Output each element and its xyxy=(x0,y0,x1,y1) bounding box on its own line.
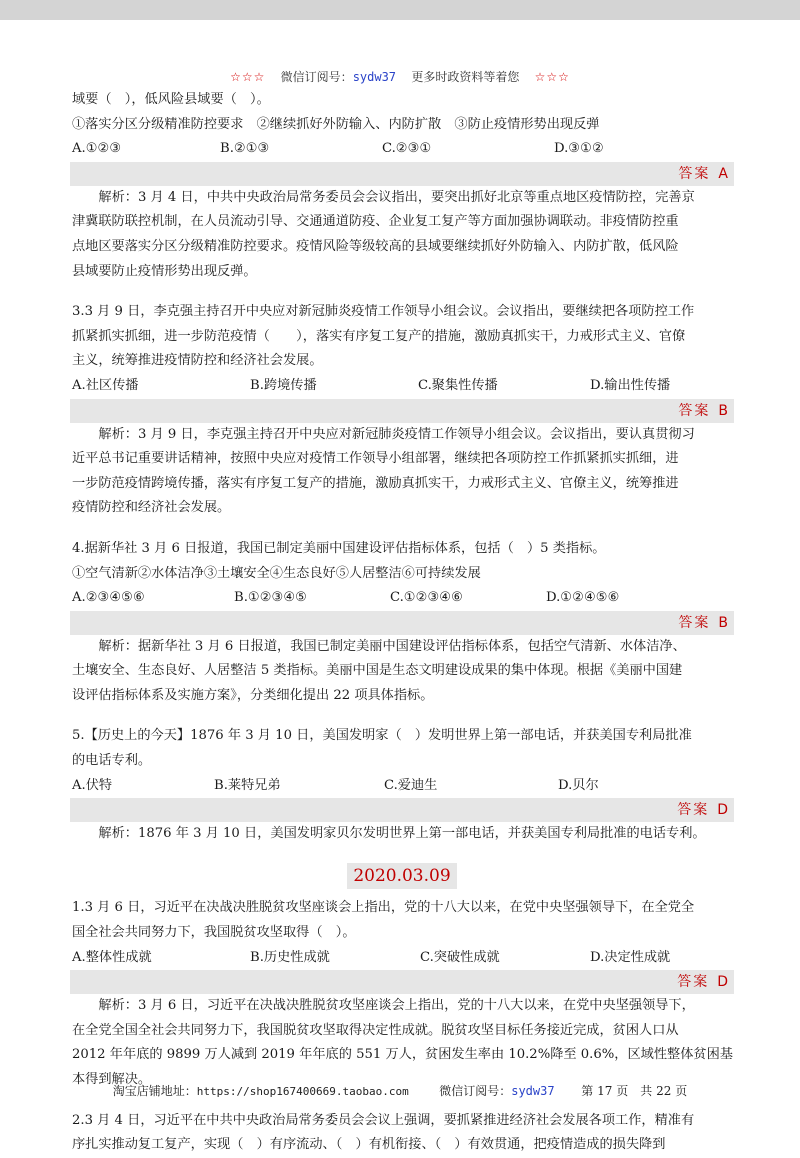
analysis-line: 点地区要落实分区分级精准防控要求。疫情风险等级较高的县域要继续抓好外防输入、内防扩散，低风险 xyxy=(72,238,679,254)
option-c: C.爱迪生 xyxy=(384,777,438,793)
answer-label: 答案 xyxy=(677,802,710,819)
section2-question-2 xyxy=(72,1109,732,1158)
option-b: B.跨境传播 xyxy=(250,377,317,393)
header-stars-right: ☆☆☆ xyxy=(534,70,570,84)
option-d: D.输出性传播 xyxy=(590,377,671,393)
analysis-line: 解析：3 月 9 日，李克强主持召开中央应对新冠肺炎疫情工作领导小组会议。会议指出，要认真贯彻习 xyxy=(98,426,695,442)
option-a: A.①②③ xyxy=(72,141,122,157)
section2-question-1 xyxy=(72,896,732,1092)
question-stem-line: 序扎实推动复工复产，实现（ ）有序流动、（ ）有机衔接、（ ）有效贯通，把疫情造成的损失降到 xyxy=(72,1137,666,1153)
answer-value: D xyxy=(717,974,728,991)
analysis-line: 解析：3 月 6 日，习近平在决战决胜脱贫攻坚座谈会上指出，党的十八大以来，在党中央坚强领导下， xyxy=(98,998,695,1014)
analysis-line: 疫情防控和经济社会发展。 xyxy=(72,500,231,516)
answer-label: 答案 xyxy=(678,165,711,182)
section-date xyxy=(72,863,732,891)
question-3 xyxy=(72,300,732,521)
option-d: D.①②④⑤⑥ xyxy=(546,590,620,606)
header-tagline: 更多时政资料等着您 xyxy=(411,70,520,84)
analysis-line: 解析：3 月 4 日，中共中央政治局常务委员会会议指出，要突出抓好北京等重点地区疫情防控，完善京 xyxy=(98,189,695,205)
option-a: A.社区传播 xyxy=(72,377,139,393)
question-stem-line: 1.3 月 6 日，习近平在决战决胜脱贫攻坚座谈会上指出，党的十八大以来，在党中央坚强领导下，在全党全 xyxy=(72,900,695,916)
question-5 xyxy=(72,724,732,846)
option-c: C.突破性成就 xyxy=(420,949,500,965)
analysis-line: 津冀联防联控机制，在人员流动引导、交通通道防疫、企业复工复产等方面加强协调联动。非疫情防控重 xyxy=(72,214,679,230)
question-stem-line: 3.3 月 9 日，李克强主持召开中央应对新冠肺炎疫情工作领导小组会议。会议指出，要继续把各项防控工作 xyxy=(72,304,695,320)
footer-wechat-id: sydw37 xyxy=(511,1084,555,1098)
footer-page-prefix: 第 xyxy=(581,1084,594,1098)
option-d: D.决定性成就 xyxy=(590,949,671,965)
answer-label: 答案 xyxy=(678,614,711,631)
question-stem-line: 4.据新华社 3 月 6 日报道，我国已制定美丽中国建设评估指标体系，包括（ ）5 类指标。 xyxy=(72,540,606,556)
option-c: C.②③① xyxy=(382,141,432,157)
section-date-label: 2020.03.09 xyxy=(347,863,456,889)
option-b: B.②①③ xyxy=(220,141,270,157)
answer-bar xyxy=(70,611,734,635)
analysis-line: 设评估指标体系及实施方案》，分类细化提出 22 项具体指标。 xyxy=(72,687,434,703)
answer-value: A xyxy=(718,165,728,182)
option-a: A.整体性成就 xyxy=(72,949,152,965)
viewer-top-bar xyxy=(0,0,800,20)
options-row xyxy=(72,586,732,611)
footer-page-number: 17 xyxy=(597,1084,613,1098)
analysis-line: 近平总书记重要讲话精神，按照中央应对疫情工作领导小组部署，继续把各项防控工作抓紧抓实抓细，进 xyxy=(72,451,679,467)
option-d: D.③①② xyxy=(554,141,604,157)
options-row xyxy=(72,137,732,162)
answer-value: B xyxy=(718,614,728,631)
options-row xyxy=(72,946,732,971)
option-a: A.②③④⑤⑥ xyxy=(72,590,145,606)
question-2-tail xyxy=(72,88,732,284)
question-stem-line: 的电话专利。 xyxy=(72,753,152,769)
analysis-line: 本得到解决。 xyxy=(72,1072,152,1087)
answer-bar xyxy=(70,162,734,186)
footer-page-mid: 页 共 xyxy=(616,1084,653,1098)
footer-page-suffix: 页 xyxy=(675,1084,688,1098)
question-items: ①落实分区分级精准防控要求 ②继续抓好外防输入、内防扩散 ③防止疫情形势出现反弹 xyxy=(72,116,600,132)
option-b: B.历史性成就 xyxy=(250,949,330,965)
analysis-line: 解析：1876 年 3 月 10 日，美国发明家贝尔发明世界上第一部电话，并获美国专利局批准的电话专利。 xyxy=(98,826,706,842)
footer-shop-url[interactable]: https://shop167400669.taobao.com xyxy=(196,1085,409,1098)
options-row xyxy=(72,374,732,399)
page-footer xyxy=(0,1082,800,1099)
footer-shop-label: 淘宝店铺地址： xyxy=(112,1084,197,1098)
option-d: D.贝尔 xyxy=(558,777,599,793)
question-stem-line: 域要（ ），低风险县域要（ ）。 xyxy=(72,92,270,107)
answer-label: 答案 xyxy=(678,402,711,419)
question-stem-line: ①空气清新②水体洁净③土壤安全④生态良好⑤人居整洁⑥可持续发展 xyxy=(72,565,481,581)
document-body xyxy=(72,88,732,1158)
answer-bar xyxy=(70,798,734,822)
analysis-line: 土壤安全、生态良好、人居整洁 5 类指标。美丽中国是生态文明建设成果的集中体现。根据《美丽中国建 xyxy=(72,663,683,679)
question-stem-line: 抓紧抓实抓细，进一步防范疫情（ ），落实有序复工复产的措施，激励真抓实干，力戒形式主义、官僚 xyxy=(72,328,686,344)
analysis-line: 一步防范疫情跨境传播，落实有序复工复产的措施，激励真抓实干，力戒形式主义、官僚主义，统筹推进 xyxy=(72,475,679,491)
question-4 xyxy=(72,537,732,709)
header-account: sydw37 xyxy=(352,70,397,84)
option-b: B.①②③④⑤ xyxy=(234,590,307,606)
question-stem-line: 国全社会共同努力下，我国脱贫攻坚取得（ ）。 xyxy=(72,925,356,941)
answer-label: 答案 xyxy=(677,974,710,991)
footer-page-total: 22 xyxy=(656,1084,672,1098)
answer-bar xyxy=(70,399,734,423)
options-row xyxy=(72,774,732,799)
analysis-line: 在全党全国全社会共同努力下，我国脱贫攻坚取得决定性成就。脱贫攻坚目标任务接近完成，贫困人口从 xyxy=(72,1022,679,1038)
document-page xyxy=(0,20,800,1153)
question-stem-line: 主义，统筹推进疫情防控和经济社会发展。 xyxy=(72,353,323,369)
header-stars-left: ☆☆☆ xyxy=(230,70,266,84)
analysis-line: 2012 年年底的 9899 万人减到 2019 年年底的 551 万人，贫困发生率由 10.2%降至 0.6%，区域性整体贫困基 xyxy=(72,1047,733,1063)
question-stem-line: 2.3 月 4 日，习近平在中共中央政治局常务委员会会议上强调，要抓紧推进经济社会发展各项工作，精准有 xyxy=(72,1112,695,1128)
analysis-line: 县域要防止疫情形势出现反弹。 xyxy=(72,263,257,279)
header-label: 微信订阅号： xyxy=(280,70,353,84)
option-a: A.伏特 xyxy=(72,777,113,793)
option-c: C.①②③④⑥ xyxy=(390,590,463,606)
question-stem-line: 5.【历史上的今天】1876 年 3 月 10 日，美国发明家（ ）发明世界上第一部电话，并获美国专利局批准 xyxy=(72,728,692,744)
option-b: B.莱特兄弟 xyxy=(214,777,281,793)
analysis-line: 解析：据新华社 3 月 6 日报道，我国已制定美丽中国建设评估指标体系，包括空气清新、水体洁净、 xyxy=(98,638,686,654)
footer-wechat-label: 微信订阅号： xyxy=(439,1084,512,1098)
answer-bar xyxy=(70,970,734,994)
answer-value: B xyxy=(718,402,728,419)
page-header xyxy=(0,68,800,85)
answer-value: D xyxy=(717,802,728,819)
option-c: C.聚集性传播 xyxy=(418,377,498,393)
